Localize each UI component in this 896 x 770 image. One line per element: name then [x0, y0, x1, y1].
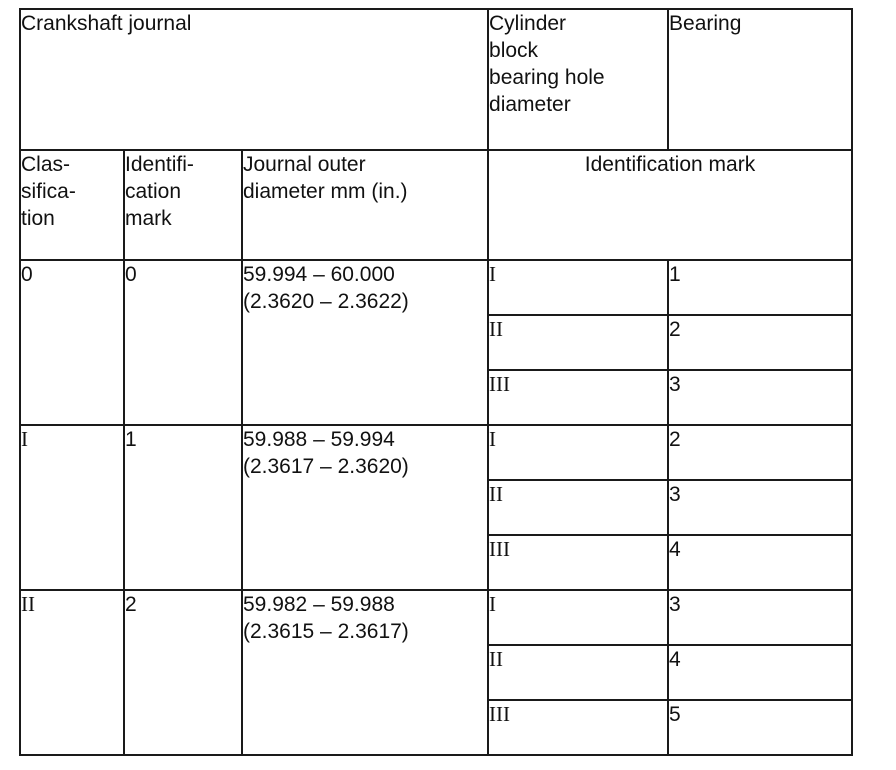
- header-classification-line-1: Clas-: [21, 153, 71, 176]
- header-journal-line-1: Journal outer: [243, 153, 366, 176]
- bearing-mark: 4: [668, 535, 852, 590]
- header-id-mark-line-2: cation: [125, 180, 182, 203]
- header-row-1: [20, 9, 852, 150]
- header-journal-outer-diameter: [242, 150, 488, 260]
- block-mark: II: [488, 315, 668, 370]
- bearing-mark: 1: [668, 260, 852, 315]
- diameter-in: (2.3620 – 2.3622): [243, 290, 409, 313]
- identification-mark-value: 0: [125, 263, 137, 286]
- diameter-in: (2.3615 – 2.3617): [243, 620, 409, 643]
- header-id-mark-line-3: mark: [125, 207, 172, 230]
- header-block-line-4: diameter: [489, 93, 571, 116]
- header-identification-mark: [124, 150, 242, 260]
- group-journal-diameter: [242, 260, 488, 425]
- diameter-mm: 59.988 – 59.994: [243, 428, 395, 451]
- block-mark: II: [488, 480, 668, 535]
- group-classification: [20, 425, 124, 590]
- classification-value: I: [21, 427, 28, 451]
- bearing-mark: 2: [668, 425, 852, 480]
- header-block-line-2: block: [489, 39, 539, 62]
- classification-value: 0: [21, 263, 33, 286]
- header-bearing-label: Bearing: [669, 12, 742, 35]
- block-mark: III: [488, 700, 668, 755]
- bearing-mark: 5: [668, 700, 852, 755]
- table-row: [20, 590, 852, 645]
- block-mark: I: [488, 260, 668, 315]
- crankshaft-bearing-selection-table: [19, 8, 853, 756]
- block-mark: III: [488, 370, 668, 425]
- header-crankshaft-journal-label: Crankshaft journal: [21, 12, 192, 35]
- block-mark: I: [488, 590, 668, 645]
- bearing-mark: 3: [668, 370, 852, 425]
- table-row: [20, 260, 852, 315]
- bearing-mark: 2: [668, 315, 852, 370]
- diameter-in: (2.3617 – 2.3620): [243, 455, 409, 478]
- header-identification-mark-merged: [488, 150, 852, 260]
- diameter-mm: 59.982 – 59.988: [243, 593, 395, 616]
- group-identification-mark: [124, 260, 242, 425]
- header-journal-line-2: diameter mm (in.): [243, 180, 408, 203]
- block-mark: II: [488, 645, 668, 700]
- header-crankshaft-journal: [20, 9, 488, 150]
- group-identification-mark: [124, 590, 242, 755]
- group-journal-diameter: [242, 425, 488, 590]
- group-classification: [20, 260, 124, 425]
- header-classification: [20, 150, 124, 260]
- bearing-mark: 4: [668, 645, 852, 700]
- header-classification-line-3: tion: [21, 207, 55, 230]
- group-journal-diameter: [242, 590, 488, 755]
- diameter-mm: 59.994 – 60.000: [243, 263, 395, 286]
- bearing-mark: 3: [668, 480, 852, 535]
- header-block-line-1: Cylinder: [489, 12, 567, 35]
- identification-mark-value: 2: [125, 593, 137, 616]
- header-id-mark-line-1: Identifi-: [125, 153, 194, 176]
- group-classification: [20, 590, 124, 755]
- bearing-mark: 3: [668, 590, 852, 645]
- identification-mark-value: 1: [125, 428, 137, 451]
- header-cylinder-block-bearing-hole-diameter: [488, 9, 668, 150]
- header-block-line-3: bearing hole: [489, 66, 605, 89]
- header-row-2: [20, 150, 852, 260]
- classification-value: II: [21, 592, 35, 616]
- group-identification-mark: [124, 425, 242, 590]
- header-bearing: [668, 9, 852, 150]
- header-id-mark-merged-label: Identification mark: [584, 153, 756, 176]
- block-mark: III: [488, 535, 668, 590]
- table-row: [20, 425, 852, 480]
- block-mark: I: [488, 425, 668, 480]
- header-classification-line-2: sifica-: [21, 180, 76, 203]
